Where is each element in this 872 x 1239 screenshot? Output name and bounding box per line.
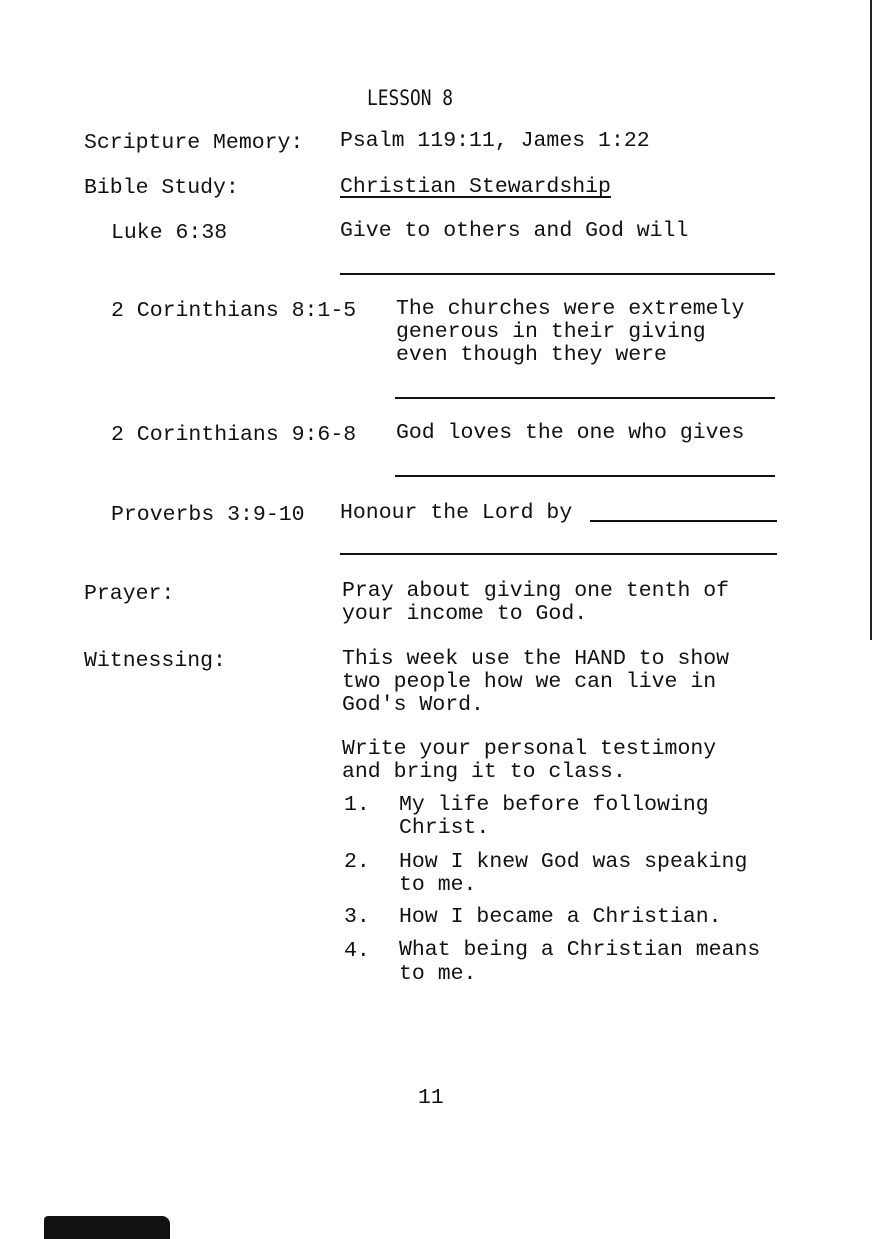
testimony-text: Write your personal testimony [342, 737, 717, 761]
study-text: Honour the Lord by [340, 501, 573, 525]
list-item: to me. [399, 873, 477, 897]
witnessing-text: God's Word. [342, 693, 484, 717]
answer-blank[interactable] [395, 397, 775, 399]
scripture-value: Psalm 119:11, James 1:22 [340, 129, 650, 153]
testimony-text: and bring it to class. [342, 760, 626, 784]
list-item: How I knew God was speaking [399, 850, 748, 874]
answer-blank[interactable] [395, 475, 775, 477]
witnessing-text: two people how we can live in [342, 670, 717, 694]
prayer-text: Pray about giving one tenth of [342, 579, 730, 603]
list-number: 2. [344, 850, 370, 874]
list-item: How I became a Christian. [399, 905, 722, 929]
list-number: 3. [344, 905, 370, 929]
prayer-label: Prayer: [84, 582, 175, 606]
study-text: even though they were [396, 343, 667, 367]
study-ref: 2 Corinthians 8:1-5 [111, 299, 357, 323]
bible-study-label: Bible Study: [84, 176, 239, 200]
study-text: God loves the one who gives [396, 421, 745, 445]
witnessing-label: Witnessing: [84, 649, 226, 673]
answer-blank[interactable] [340, 273, 775, 275]
answer-blank[interactable] [340, 553, 777, 555]
study-ref: Proverbs 3:9-10 [111, 503, 305, 527]
list-item: Christ. [399, 816, 490, 840]
witnessing-text: This week use the HAND to show [342, 647, 730, 671]
list-number: 1. [344, 793, 370, 817]
scripture-label: Scripture Memory: [84, 131, 304, 155]
prayer-text: your income to God. [342, 602, 588, 626]
list-number: 4. [344, 939, 370, 963]
list-item: What being a Christian means [399, 938, 761, 962]
bible-study-topic: Christian Stewardship [340, 175, 611, 199]
lesson-title: LESSON 8 [367, 86, 453, 110]
study-text: The churches were extremely [396, 297, 745, 321]
page-number: 11 [418, 1086, 444, 1110]
scan-artifact [44, 1216, 170, 1239]
answer-blank[interactable] [590, 520, 777, 522]
study-ref: Luke 6:38 [111, 221, 228, 245]
list-item: My life before following [399, 793, 709, 817]
study-text: generous in their giving [396, 320, 706, 344]
study-text: Give to others and God will [340, 219, 689, 243]
list-item: to me. [399, 962, 477, 986]
study-ref: 2 Corinthians 9:6-8 [111, 423, 357, 447]
